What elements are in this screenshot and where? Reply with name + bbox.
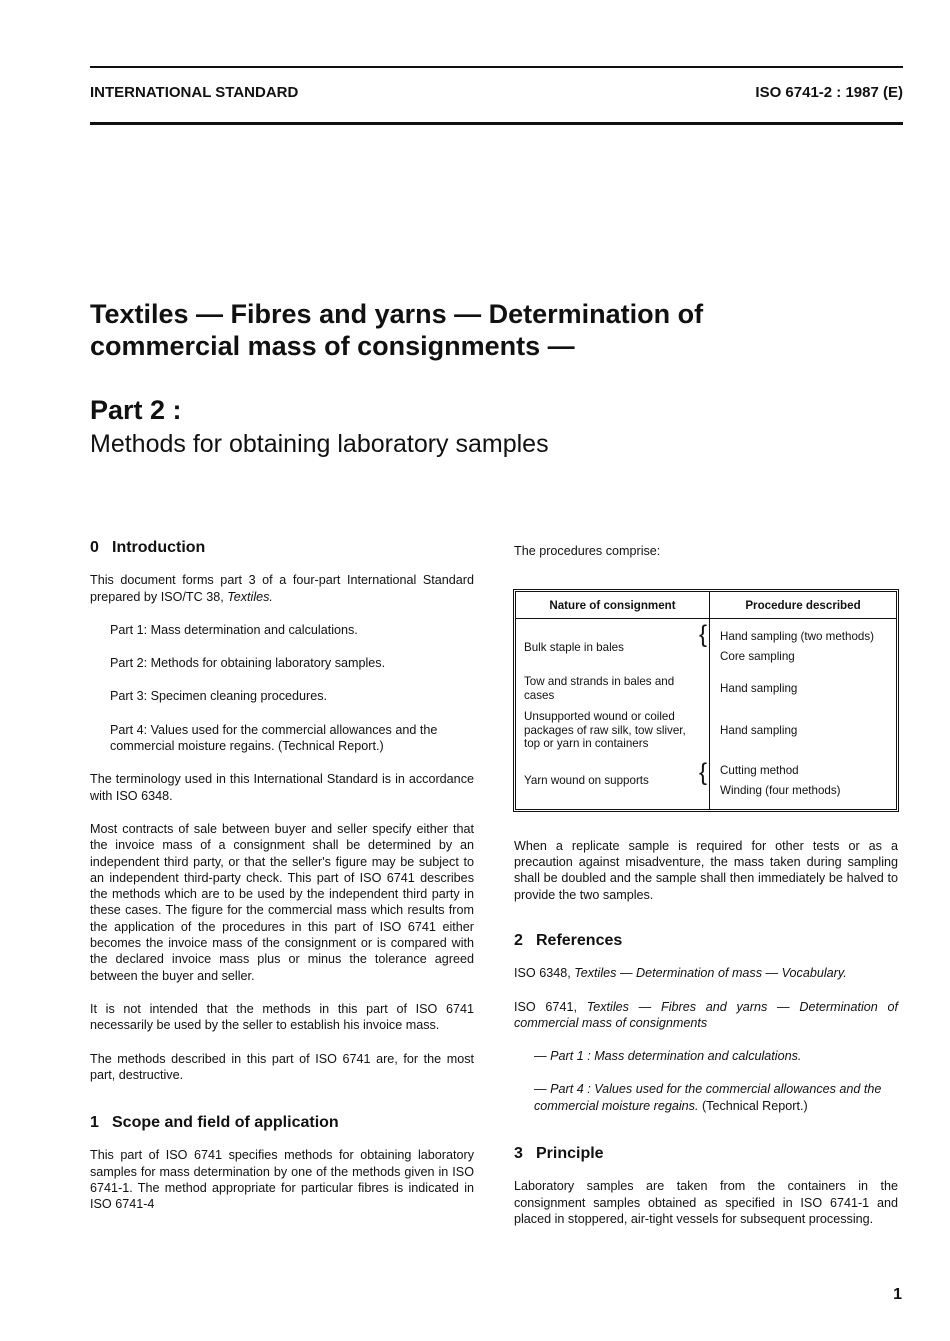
table-row [516, 671, 896, 706]
table-cell-procedure: Core sampling [720, 650, 795, 664]
page-number: 1 [893, 1286, 902, 1303]
reference-part-4: — Part 4 : Values used for the commercial allowances and the commercial moisture regains. (Technical Report.) [534, 1082, 882, 1113]
reference-iso-6741: ISO 6741, Textiles — Fibres and yarns — Determination of commercial mass of consignments [514, 999, 898, 1030]
title-line-2: commercial mass of consignments — [90, 331, 575, 361]
table-row [516, 706, 896, 755]
table-intro: The procedures comprise: [514, 544, 661, 558]
left-column [90, 540, 474, 1230]
part-label: Part 2 : [90, 395, 182, 425]
section-3-heading: 3 Principle [514, 1145, 604, 1163]
table-header-procedure: Procedure described [710, 592, 897, 619]
section-2-heading: 2 References [514, 931, 623, 949]
part-list-item: Part 2: Methods for obtaining laboratory samples. [110, 656, 386, 671]
procedures-table [516, 592, 896, 809]
table-cell-procedure: Hand sampling [720, 723, 798, 737]
table-cell-procedure: Hand sampling (two methods) [720, 630, 875, 644]
intro-paragraph-5: The methods described in this part of ISO 6741 are, for the most part, destructive. [90, 1051, 474, 1082]
part-list-item: Part 3: Specimen cleaning procedures. [110, 689, 328, 704]
intro-paragraph-3: Most contracts of sale between buyer and seller specify either that the invoice mass of a consignment shall be determined by an independent third party, or that the seller's figure may be subject to an independent third-party check. This part of ISO 6741 describes the methods which are to be used by the independent third party in these cases. The figure for the commercial mass which results from the application of the procedures in this part of ISO 6741 either becomes the invoice mass of the consignment or is compared with the declared invoice mass plus or minus the tolerance agreed between the buyer and seller. [90, 821, 474, 983]
reference-iso-6348: ISO 6348, Textiles — Determination of mass — Vocabulary. [514, 966, 847, 981]
part-list-item: Part 1: Mass determination and calculations. [110, 622, 358, 637]
table-row [516, 619, 896, 672]
top-rule [90, 66, 903, 68]
table-row [516, 755, 896, 809]
header-rule [90, 122, 903, 125]
table-header-nature: Nature of consignment [516, 592, 710, 619]
table-cell-nature: Unsupported wound or coiled packages of raw silk, tow sliver, top or yarn in containers [516, 706, 710, 755]
reference-part-1: — Part 1 : Mass determination and calculations. [534, 1049, 802, 1064]
table-cell-procedure: Cutting method [720, 763, 799, 777]
intro-paragraph-4: It is not intended that the methods in this part of ISO 6741 necessarily be used by the seller to establish his invoice mass. [90, 1001, 474, 1033]
document-title [90, 298, 703, 362]
procedures-table-frame [513, 589, 899, 812]
section-0-heading: 0 Introduction [90, 539, 206, 556]
brace-icon: { [698, 758, 707, 786]
table-cell-nature: Tow and strands in bales and cases [516, 671, 710, 706]
title-line-1: Textiles — Fibres and yarns — Determination of [90, 299, 704, 329]
scope-paragraph: This part of ISO 6741 specifies methods for obtaining laboratory samples for mass determination by one of the methods given in ISO 6741-1. The method appropriate for particular fibres is indicated in ISO 6741-4 [90, 1148, 474, 1212]
header-document-id: ISO 6741-2 : 1987 (E) [755, 84, 903, 101]
table-cell-procedure: Hand sampling [720, 682, 798, 696]
intro-paragraph-1: This document forms part 3 of a four-part International Standard prepared by ISO/TC 38, Textiles. [90, 573, 474, 604]
header-standard-label: INTERNATIONAL STANDARD [90, 84, 299, 101]
brace-icon: { [698, 621, 707, 649]
part-subtitle: Methods for obtaining laboratory samples [90, 430, 549, 458]
right-column [514, 543, 898, 1244]
part-list-item: Part 4: Values used for the commercial allowances and the commercial moisture regains. (Technical Report.) [110, 722, 438, 754]
replicate-paragraph: When a replicate sample is required for other tests or as a precaution against misadventure, the mass taken during sampling shall be doubled and the sample shall then immediately be halved to provide the two samples. [514, 838, 898, 902]
table-cell-procedure: Winding (four methods) [720, 783, 841, 797]
intro-paragraph-2: The terminology used in this International Standard is in accordance with ISO 6348. [90, 772, 474, 803]
table-cell-nature: Bulk staple in bales [524, 640, 624, 654]
principle-paragraph: Laboratory samples are taken from the containers in the consignment samples obtained as specified in ISO 6741-1 and placed in stoppered, air-tight vessels for subsequent processing. [514, 1179, 898, 1226]
section-1-heading: 1 Scope and field of application [90, 1114, 339, 1132]
table-cell-nature: Yarn wound on supports [524, 774, 649, 788]
